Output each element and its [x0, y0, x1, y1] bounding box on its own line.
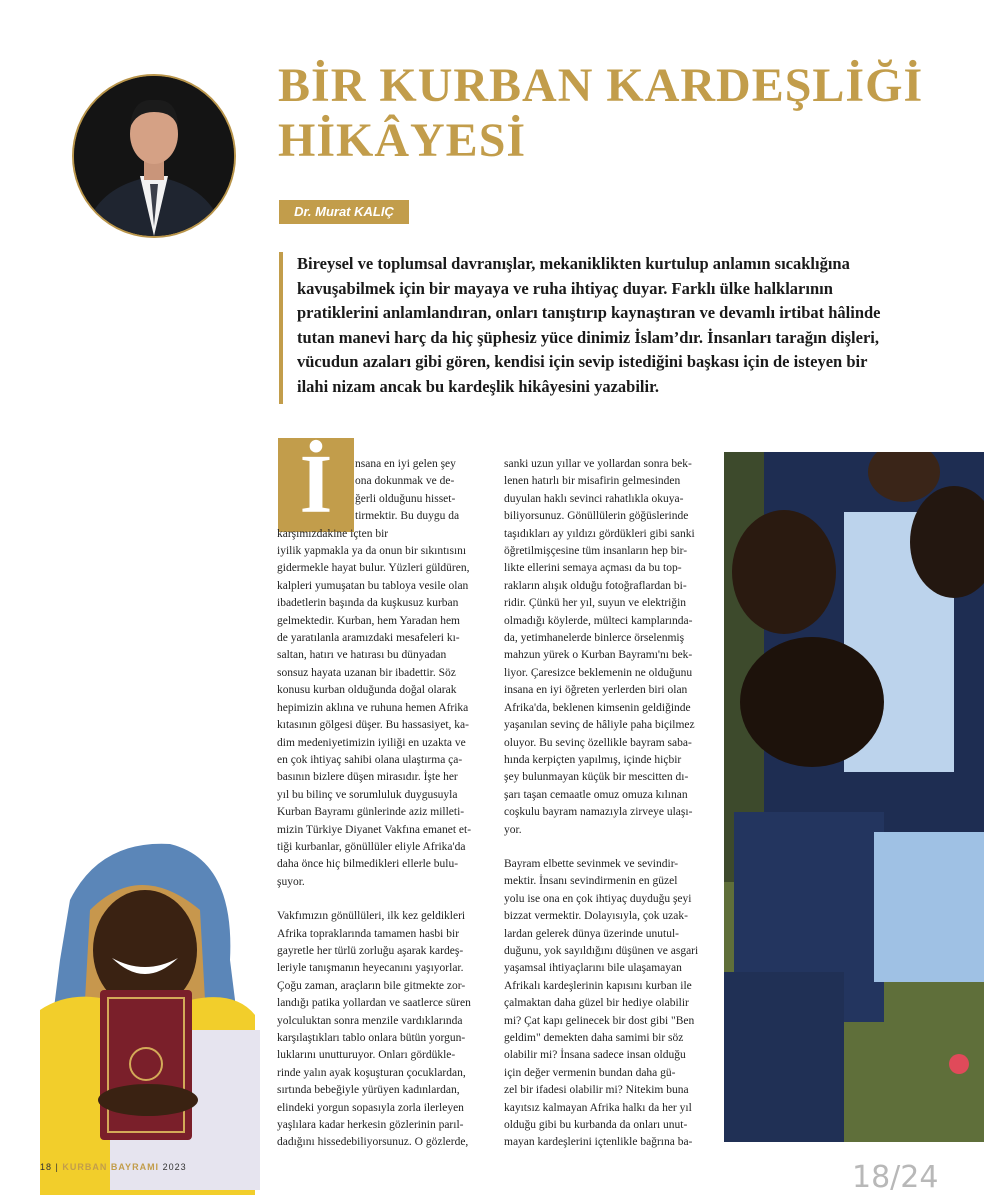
body-line: ibadetlerin başında da kuşkusuz kurban — [277, 597, 459, 610]
body-line: karşılaştıkları tablo onlara bütün yorgun- — [277, 1032, 466, 1044]
paragraph-gap — [504, 839, 710, 856]
body-line: duyulan haklı sevinci rahatlıkla okuya- — [504, 492, 684, 505]
body-line: şarı taşan cemaatle omuz omuza kılınan — [504, 788, 688, 801]
body-line: bizzat vermektir. Dolayısıyla, çok uzak- — [504, 910, 688, 923]
lead-line: vücudun azaları gibi gören, kendisi için sevip istediğini başkası için de isteyen bir — [297, 352, 868, 372]
footer-page-number: 18 — [40, 1162, 53, 1172]
body-line: ridir. Çünkü her yıl, suyun ve elektriğin — [504, 597, 687, 610]
body-line: sırtında bebeğiyle yürüyen kadınlardan, — [277, 1084, 460, 1097]
body-line: liyor. Çaresizce beklemenin ne olduğunu — [504, 666, 693, 679]
body-line: ona dokunmak ve de- — [355, 475, 455, 488]
body-line: yaşlılara kadar herkesin gözlerinin parıl- — [277, 1119, 464, 1132]
body-line: coşkulu bayram namazıyla zirveye ulaşı- — [504, 806, 693, 819]
body-line: hında kerpiçten yapılmış, içinde hiçbir — [504, 753, 682, 766]
body-line: insana en iyi öğreten yerlerden biri olan — [504, 684, 688, 697]
body-line: dadığını hissedebiliyorsunuz. O gözlerde, — [277, 1136, 469, 1149]
body-line: saltan, hatırı ve hatırası bu dünyadan — [277, 649, 447, 662]
lead-line: ilahi nizam ancak bu kardeşlik hikâyesini yazabilir. — [297, 376, 660, 396]
body-line: sanki uzun yıllar ve yollardan sonra bek- — [504, 458, 692, 470]
body-line: iyilik yapmakla ya da onun bir sıkıntısını — [277, 545, 467, 558]
body-line: lardan gelerek dünya üzerinde unutul- — [504, 927, 679, 940]
body-line: gidermekle hayat bulur. Yüzleri güldüren, — [277, 562, 470, 575]
lead-line: pratiklerini anlamlandıran, onları tanıştırıp kaynaştıran ve devamlı irtibat hâlinde — [297, 303, 881, 323]
body-line: Afrika'da, beklenen kimsenin geldiğinde — [504, 701, 691, 714]
body-line: basının bizlere düşen mirasıdır. İşte her — [277, 771, 458, 784]
author-badge: Dr. Murat KALIÇ — [279, 200, 409, 224]
page-footer — [40, 1162, 187, 1172]
paragraph-gap — [277, 891, 485, 908]
body-line: duğunu, yok sayıldığını düşünen ve asgari — [504, 944, 699, 957]
body-line: kıtasının gölgesi düşer. Bu hassasiyet, ka- — [277, 719, 469, 732]
body-line: oluyor. Bu sevinç özellikle bayram saba- — [504, 736, 692, 749]
title-line-2: HİKÂYESİ — [278, 114, 527, 167]
body-line: şuyor. — [277, 875, 305, 888]
body-line: yaşanılan sevinç de hâliyle paha biçilmez — [504, 719, 695, 732]
body-line: rinde yalın ayak koşuşturan çocuklardan, — [277, 1066, 466, 1079]
body-line: konusu kurban olduğunda doğal olarak — [277, 684, 457, 697]
body-line: yor. — [504, 823, 522, 836]
lead-line: kavuşabilmek için bir mayaya ve ruha ihtiyaç duyar. Farklı ülke halklarının — [297, 278, 833, 298]
body-line: landığı patika yollardan ve saatlerce süren — [277, 997, 471, 1010]
body-line: karşımızdakine içten bir — [277, 527, 389, 540]
body-column-2 — [504, 456, 710, 1152]
footer-year: 2023 — [162, 1162, 187, 1172]
body-line: olduğu gibi bu kurbanda da onları unut- — [504, 1119, 688, 1132]
body-line: Kurban Bayramı günlerinde aziz milleti- — [277, 806, 465, 819]
body-line: likte ellerini semaya açması da bu top- — [504, 562, 682, 575]
body-line: da, yetimhanelerde binlerce örselenmiş — [504, 632, 685, 645]
body-line: öğretilmişçesine tüm insanların hep bir- — [504, 545, 688, 558]
body-line: biliyorsunuz. Gönüllülerin göğüslerinde — [504, 510, 689, 523]
body-line: yıl bu bilinç ve sorumluluk duygusuyla — [277, 788, 458, 801]
body-line: mektir. İnsanı sevindirmenin en güzel — [504, 875, 678, 888]
body-line: Bayram elbette sevinmek ve sevindir- — [504, 857, 679, 870]
body-line: olmadığı köylerde, mülteci kamplarında- — [504, 614, 693, 627]
body-line: elindeki yorgun sopasıyla zorla ilerleyen — [277, 1101, 464, 1114]
article-title — [278, 58, 938, 168]
body-line: kalpleri yumuşatan bu tabloya vesile olan — [277, 579, 469, 592]
body-line: lenen hatırlı bir misafirin gelmesinden — [504, 475, 681, 488]
body-column-1 — [277, 456, 485, 1152]
lead-paragraph — [297, 252, 917, 400]
body-line: zel bir ifadesi olabilir mi? Nitekim buna — [504, 1084, 689, 1097]
body-line: olabilir mi? İnsana sadece insan olduğu — [504, 1049, 686, 1062]
drop-cap: İ — [278, 438, 354, 532]
body-line: Vakfımızın gönüllüleri, ilk kez geldikleri — [277, 910, 466, 923]
body-line: mi? Çat kapı gelinecek bir dost gibi "Ben — [504, 1014, 695, 1027]
body-line: gelmektedir. Kurban, hem Yaradan hem — [277, 614, 460, 627]
body-line: en çok ihtiyaç sahibi olana ulaştırma ça- — [277, 753, 463, 766]
body-line: yolculuktan sonra menzile vardıklarında — [277, 1014, 463, 1027]
body-line: Afrikalı kardeşlerinin kapısını kurban ile — [504, 979, 692, 992]
body-line: nsana en iyi gelen şey — [355, 458, 456, 470]
lead-line: Bireysel ve toplumsal davranışlar, mekaniklikten kurtulup anlamın sıcaklığına — [297, 254, 850, 273]
body-line: daha önce hiç bilmedikleri ellerle bulu- — [277, 858, 459, 871]
body-line: leriyle tanışmanın heyecanını yaşıyorlar. — [277, 962, 464, 975]
body-line: Çoğu zaman, araçların bile gitmekte zor- — [277, 979, 466, 992]
smiling-girl-with-quran-photo — [30, 840, 260, 1195]
body-line: Afrika topraklarında tamamen hasbi bir — [277, 927, 460, 940]
body-line: çalmaktan daha güzel bir hediye olabilir — [504, 997, 689, 1010]
body-line: hepimizin aklına ve ruhuna hemen Afrika — [277, 701, 469, 714]
body-line: ğerli olduğunu hisset- — [355, 492, 456, 505]
body-line: de yaratılanla aramızdaki mesafeleri kı- — [277, 632, 460, 645]
body-line: taşıdıkları ay yıldızı gördükleri gibi sanki — [504, 527, 695, 540]
body-line: dim medeniyetimizin iyiliği en uzakta ve — [277, 736, 466, 749]
lead-line: tutan manevi harç da hiç şüphesiz yüce dinimiz İslam’dır. İnsanları tarağın dişleri, — [297, 327, 879, 347]
body-line: rakların alışık olduğu fotoğraflardan bi- — [504, 579, 687, 592]
body-line: şey bulunmayan küçük bir mescitten dı- — [504, 771, 689, 784]
body-line: luklarını unutturuyor. Onları gördükle- — [277, 1049, 456, 1062]
page-indicator: 18/24 — [852, 1160, 939, 1195]
body-line: kayıtsız kalmayan Afrika halkı da her yıl — [504, 1101, 692, 1114]
footer-brand: KURBAN BAYRAMI — [62, 1162, 160, 1172]
body-line: mahzun yürek o Kurban Bayramı'nı bek- — [504, 649, 693, 662]
children-group-photo — [724, 452, 984, 1142]
author-portrait — [72, 74, 236, 238]
body-line: sonsuz hayata uzanan bir ibadettir. Söz — [277, 666, 456, 679]
body-line: yaşamsal ihtiyaçlarını bile ulaşamayan — [504, 962, 682, 975]
body-line: için değer vermenin bundan daha gü- — [504, 1066, 676, 1079]
body-line: mizin Türkiye Diyanet Vakfına emanet et- — [277, 823, 472, 836]
body-line: mayan kardeşlerini içtenlikle bağrına ba- — [504, 1136, 693, 1149]
footer-separator: | — [55, 1162, 59, 1172]
lead-accent-bar — [279, 252, 283, 404]
title-line-1: BİR KURBAN KARDEŞLİĞİ — [278, 59, 924, 112]
body-line: gayretle her türlü zorluğu aşarak kardeş- — [277, 944, 464, 957]
body-line: tirmektir. Bu duygu da — [355, 510, 460, 523]
body-line: geldim" demekten daha samimi bir söz — [504, 1032, 684, 1044]
body-line: tiği kurbanlar, gönüllüler eliyle Afrika'da — [277, 840, 466, 853]
body-line: yolu ise ona en çok ihtiyaç duyduğu şeyi — [504, 892, 692, 905]
